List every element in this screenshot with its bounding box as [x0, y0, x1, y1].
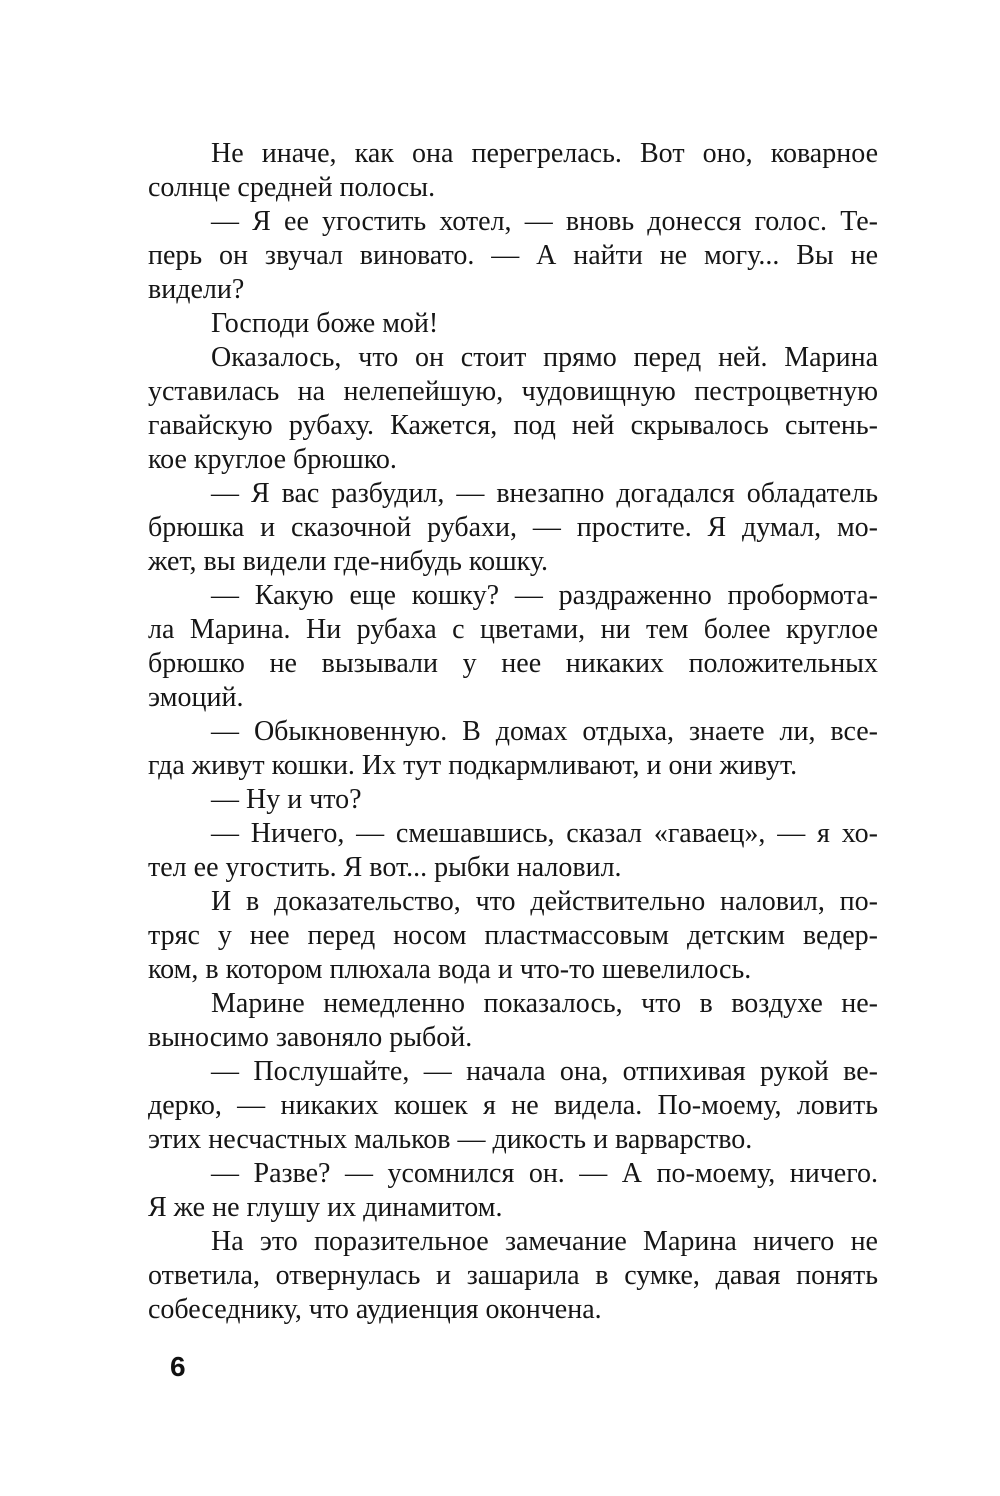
text-line: И в доказательство, что действительно наловил, по- [211, 886, 878, 917]
text-line: видели? [148, 274, 245, 305]
text-line: ответила, отвернулась и зашарила в сумке, давая понять [148, 1260, 878, 1291]
text-line: Господи боже мой! [211, 308, 439, 339]
text-line: тряс у нее перед носом пластмассовым детским ведер- [148, 920, 878, 951]
text-line: выносимо завоняло рыбой. [148, 1022, 473, 1053]
text-line: — Ничего, — смешавшись, сказал «гаваец», — я хо- [211, 818, 878, 849]
text-line: гда живут кошки. Их тут подкармливают, и они живут. [148, 750, 798, 781]
text-line: — Обыкновенную. В домах отдыха, знаете ли, все- [211, 716, 878, 747]
text-line: — Я ее угостить хотел, — вновь донесся голос. Те- [211, 206, 878, 237]
text-line: эмоций. [148, 682, 244, 713]
text-line: брюшко не вызывали у нее никаких положительных [148, 648, 878, 679]
text-line: Оказалось, что он стоит прямо перед ней. Марина [211, 342, 878, 373]
text-line: уставилась на нелепейшую, чудовищную пестроцветную [148, 376, 878, 407]
text-line: дерко, — никаких кошек я не видела. По-моему, ловить [148, 1090, 878, 1121]
text-line: — Какую еще кошку? — раздраженно пробормота- [211, 580, 878, 611]
text-line: Я же не глушу их динамитом. [148, 1192, 503, 1223]
text-line: жет, вы видели где-нибудь кошку. [148, 546, 549, 577]
text-line: перь он звучал виновато. — А найти не могу... Вы не [148, 240, 878, 271]
text-line: гавайскую рубаху. Кажется, под ней скрывалось сытень- [148, 410, 878, 441]
text-line: — Ну и что? [211, 784, 362, 815]
page-number: 6 [170, 1351, 186, 1382]
text-line: ла Марина. Ни рубаха с цветами, ни тем более круглое [148, 614, 878, 645]
text-line: Не иначе, как она перегрелась. Вот оно, коварное [211, 138, 878, 169]
text-line: солнце средней полосы. [148, 172, 436, 203]
text-line: — Я вас разбудил, — внезапно догадался обладатель [211, 478, 878, 509]
text-line: ком, в котором плюхала вода и что-то шевелилось. [148, 954, 752, 985]
text-line: собеседнику, что аудиенция окончена. [148, 1294, 602, 1325]
text-line: кое круглое брюшко. [148, 444, 397, 475]
text-line: тел ее угостить. Я вот... рыбки наловил. [148, 852, 622, 883]
text-line: — Разве? — усомнился он. — А по-моему, ничего. [211, 1158, 878, 1189]
text-line: этих несчастных мальков — дикость и варварство. [148, 1124, 753, 1155]
text-line: На это поразительное замечание Марина ничего не [211, 1226, 878, 1257]
text-line: — Послушайте, — начала она, отпихивая рукой ве- [211, 1056, 878, 1087]
text-line: Марине немедленно показалось, что в воздухе не- [211, 988, 878, 1019]
text-line: брюшка и сказочной рубахи, — простите. Я думал, мо- [148, 512, 878, 543]
body-text [148, 137, 878, 1327]
